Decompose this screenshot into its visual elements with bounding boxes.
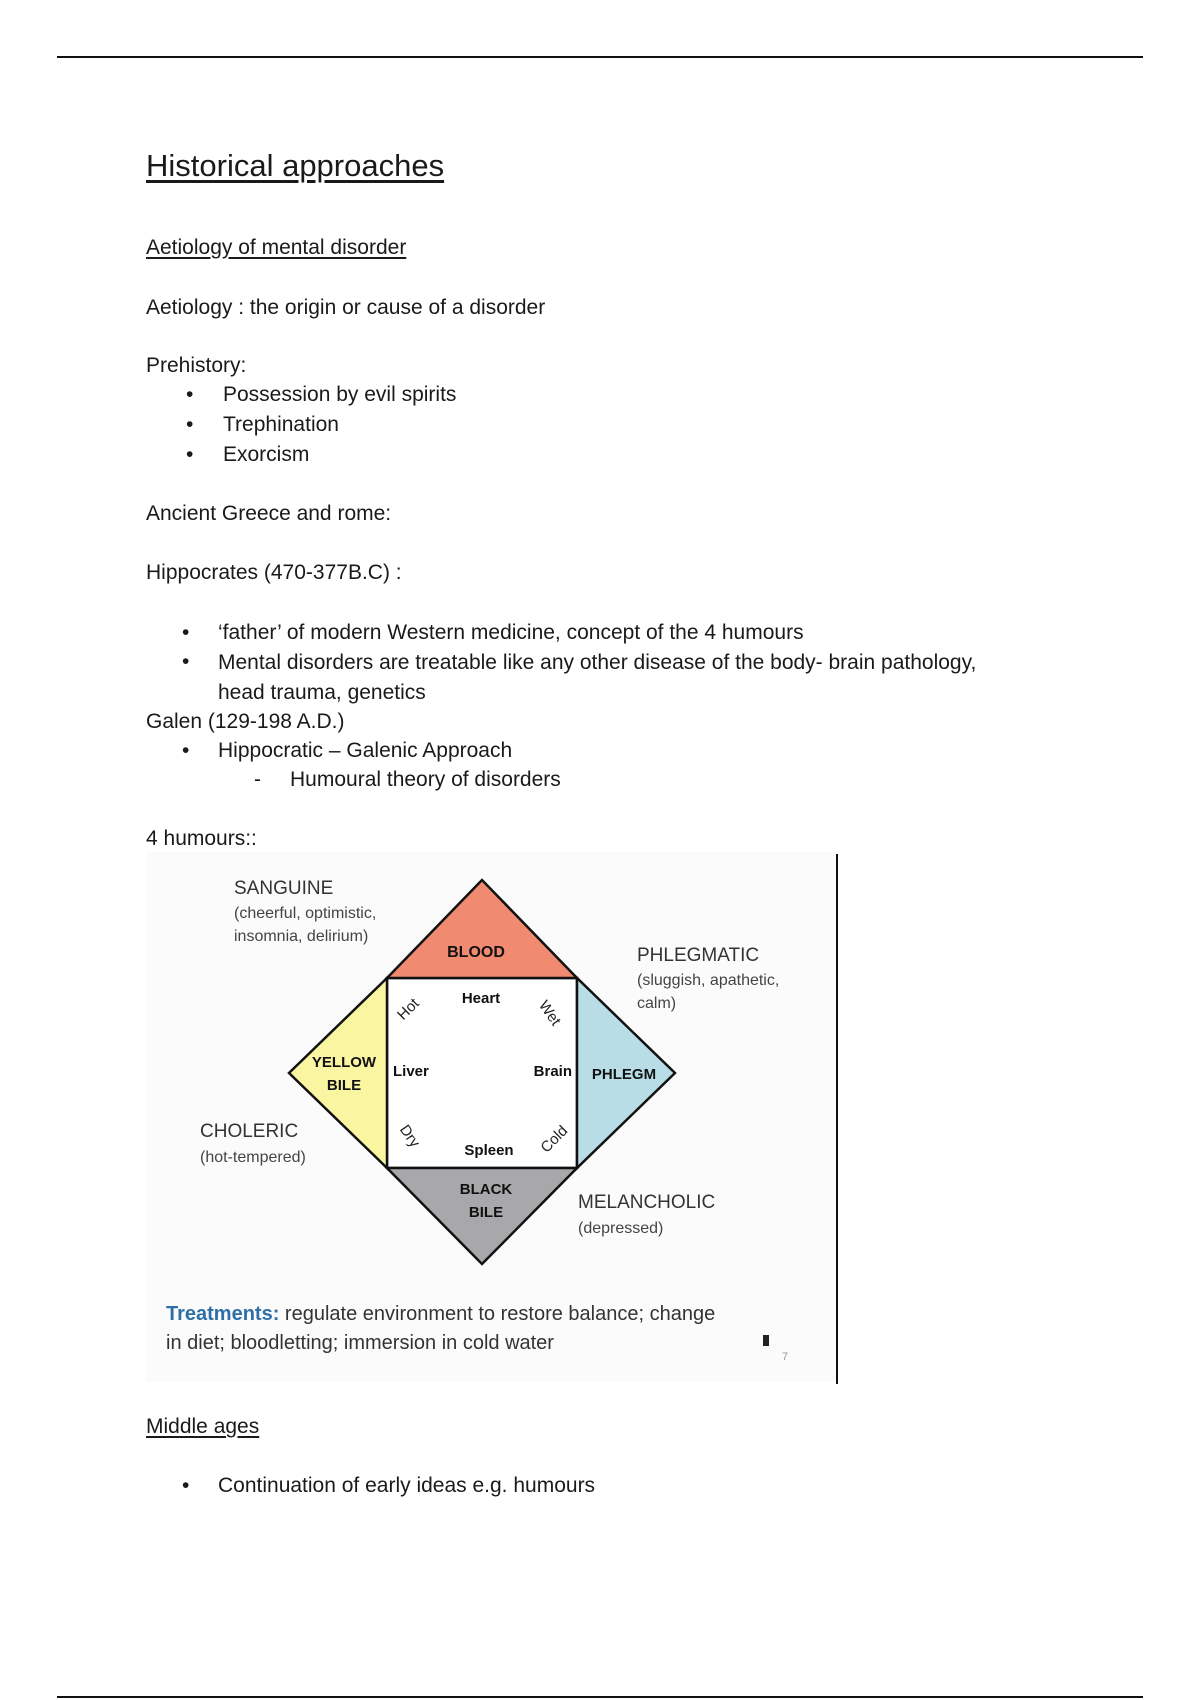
greece-rome-label: Ancient Greece and rome: [146, 502, 392, 525]
slide-number: 7 [782, 1351, 789, 1363]
blood-label: BLOOD [447, 944, 505, 961]
choleric-desc: (hot-tempered) [200, 1149, 306, 1166]
choleric-label: CHOLERIC [200, 1121, 299, 1142]
bullet-icon: • [186, 383, 194, 406]
footer-rule [57, 1696, 1143, 1698]
bullet-icon: • [182, 739, 190, 762]
dash-marker: - [254, 768, 261, 791]
phlegmatic-desc-2: calm) [637, 995, 677, 1012]
four-humours-diagram [146, 852, 836, 1382]
black-bile-label-2: BILE [468, 1204, 504, 1221]
cursor-mark [763, 1335, 769, 1346]
prehistory-label: Prehistory: [146, 354, 247, 377]
yellow-bile-label-2: BILE [326, 1077, 362, 1094]
blood-triangle [387, 880, 577, 978]
heart-label: Heart [461, 990, 501, 1007]
treatments-label: Treatments: [166, 1303, 280, 1325]
aetiology-definition: Aetiology : the origin or cause of a disorder [146, 296, 546, 319]
melancholic-desc: (depressed) [578, 1220, 664, 1237]
bullet-icon: • [186, 413, 194, 436]
sanguine-desc-1: (cheerful, optimistic, [234, 905, 377, 922]
melancholic-label: MELANCHOLIC [578, 1192, 716, 1213]
humours-diagram-svg [146, 852, 836, 1382]
dry-label: Dry [395, 1121, 424, 1151]
sanguine-label: SANGUINE [234, 878, 334, 899]
yellow-bile-triangle [289, 978, 387, 1168]
humours-label: 4 humours:: [146, 827, 257, 850]
sanguine-desc-2: insomnia, delirium) [234, 928, 369, 945]
treatments-line-2: in diet; bloodletting; immersion in cold water [166, 1332, 554, 1354]
middle-ages-heading: Middle ages [146, 1415, 260, 1438]
bullet-icon: • [186, 443, 194, 466]
wet-label: Wet [535, 997, 565, 1029]
phlegmatic-label: PHLEGMATIC [637, 945, 760, 966]
cold-label: Cold [537, 1122, 572, 1157]
hot-label: Hot [394, 995, 423, 1024]
bullet-icon: • [182, 1474, 190, 1497]
yellow-bile-label-1: YELLOW [311, 1054, 377, 1071]
page-title: Historical approaches [146, 148, 445, 183]
liver-label: Liver [393, 1063, 429, 1080]
phlegmatic-desc-1: (sluggish, apathetic, [637, 972, 780, 989]
galen-label: Galen (129-198 A.D.) [146, 710, 345, 733]
hippocrates-label: Hippocrates (470-377B.C) : [146, 561, 402, 584]
figure-border-line [836, 854, 838, 1384]
aetiology-heading: Aetiology of mental disorder [146, 236, 407, 259]
black-bile-label-1: BLACK [459, 1181, 513, 1198]
treatments-line-1: Treatments: regulate environment to restore balance; change [166, 1303, 716, 1325]
bullet-icon: • [182, 621, 190, 644]
phlegm-label: PHLEGM [591, 1066, 657, 1083]
bullet-icon: • [182, 650, 190, 673]
spleen-label: Spleen [464, 1142, 514, 1159]
header-rule [57, 56, 1143, 58]
brain-label: Brain [533, 1063, 572, 1080]
